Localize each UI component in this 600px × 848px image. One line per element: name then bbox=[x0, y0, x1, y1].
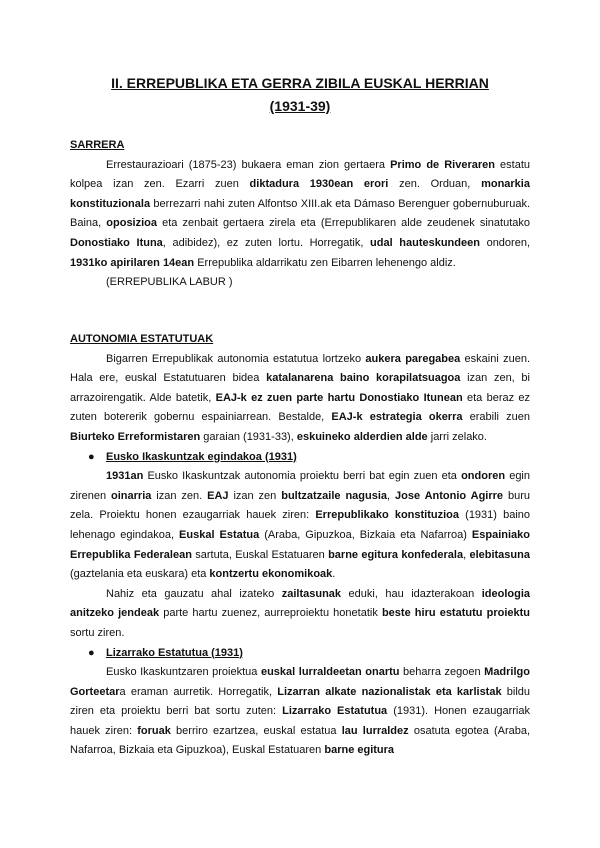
text-run: , bbox=[387, 489, 395, 502]
text-run: jarri zelako. bbox=[427, 430, 487, 443]
bold-run: Espainiako Errepublika Federalean bbox=[70, 528, 530, 561]
bold-run: EAJ-k estrategia okerra bbox=[331, 411, 463, 424]
text-run: Eusko Ikaskuntzaren proiektua bbox=[106, 666, 261, 679]
bold-run: Lizarran alkate nazionalistak eta karlistak bbox=[277, 685, 502, 698]
bold-run: bultzatzaile nagusia bbox=[281, 489, 388, 502]
bold-run: elebitasuna bbox=[469, 548, 530, 561]
bold-run: Primo de Riveraren bbox=[390, 158, 495, 171]
text-run: Eusko Ikaskuntzak autonomia proiektu berri bat egin zuen eta bbox=[143, 470, 462, 483]
text-run: izan zen bbox=[228, 489, 282, 502]
bold-run: ideologia anitzeko jendeak bbox=[70, 587, 531, 620]
bold-run: EAJ bbox=[207, 489, 229, 502]
section-heading-autonomia: AUTONOMIA ESTATUTUAK bbox=[70, 333, 214, 345]
bold-run: katalanarena baino korapilatsuagoa bbox=[266, 372, 461, 385]
text-run: (Araba, Gipuzkoa, Bizkaia eta Nafarroa) bbox=[259, 528, 472, 541]
bold-run: Euskal Estatua bbox=[179, 528, 260, 541]
text-run: , bbox=[463, 548, 470, 561]
bullet-heading: Eusko Ikaskuntzak egindakoa (1931) bbox=[106, 450, 297, 463]
bold-run: 1931an bbox=[106, 470, 144, 483]
text-run: erabili zuen bbox=[462, 411, 530, 424]
text-run: osatuta egotea (Araba, Nafarroa, Bizkaia eta Gipuzkoa), Euskal Estatuaren bbox=[70, 724, 531, 757]
text-run: izan zen. bbox=[151, 489, 208, 502]
text-run: eta zenbait gertaera zirela eta (Errepublikaren alde zeudenek sinatutako bbox=[157, 217, 530, 230]
text-run: estatu kolpea izan zen. Ezarri zuen bbox=[70, 158, 530, 191]
bold-run: aukera paregabea bbox=[365, 352, 461, 365]
text-run: zen. Orduan, bbox=[388, 178, 482, 191]
bullet-item-eusko-ikaskuntza bbox=[70, 448, 530, 468]
bold-run: Errepublikako konstituzioa bbox=[315, 509, 460, 522]
text-run: sartuta, Euskal Estatuaren bbox=[191, 548, 329, 561]
bold-run: barne egitura bbox=[324, 744, 395, 757]
text-run: eduki, hau idazterakoan bbox=[341, 587, 482, 600]
text-run: eta beraz ez zuten botererik gobernu espainiarrean. Bestalde, bbox=[70, 391, 531, 424]
text-run: (gaztelania eta euskara) eta bbox=[70, 568, 210, 581]
bold-run: monarkia konstituzionala bbox=[70, 178, 530, 210]
paragraph bbox=[70, 663, 530, 761]
text-run: Errestaurazioari (1875-23) bukaera eman zion gertaera bbox=[106, 158, 391, 171]
bold-run: foruak bbox=[137, 724, 171, 737]
text-run: a eraman aurretik. Horregatik, bbox=[119, 685, 278, 698]
bold-run: ondoren bbox=[461, 470, 506, 483]
text-run: (1931) baino lehenago egindakoa, bbox=[70, 509, 530, 541]
bold-run: Madrilgo Gorteetar bbox=[70, 666, 530, 698]
bold-run: euskal lurraldeetan onartu bbox=[260, 666, 400, 679]
bold-run: Donostiako Ituna bbox=[70, 236, 163, 249]
paragraph bbox=[70, 350, 530, 448]
text-run: Errepublika aldarrikatu zen Eibarren lehenengo aldiz. bbox=[194, 256, 456, 269]
text-run: parte hartu zuenez, aurreproiektu honetatik bbox=[159, 607, 382, 620]
text-run: sortu ziren. bbox=[70, 626, 125, 639]
bullet-dot: ● bbox=[88, 646, 95, 659]
text-run: berrezarri nahi zuten Alfontso XIII.ak eta Dámaso Berenguer gobernuburuak. Baina, bbox=[70, 197, 530, 230]
bold-run: kontzertu ekonomikoak bbox=[209, 568, 333, 581]
bullet-dot: ● bbox=[88, 450, 95, 463]
paragraph bbox=[70, 467, 530, 585]
text-run: garaian (1931-33), bbox=[200, 430, 297, 443]
bold-run: eskuineko alderdien alde bbox=[296, 430, 428, 443]
text-run: Nahiz eta gauzatu ahal izateko bbox=[106, 587, 282, 600]
bold-run: 1931ko apirilaren 14ean bbox=[70, 256, 195, 269]
text-run: eskaini zuen. Hala ere, euskal Estatutuaren bidea bbox=[70, 352, 531, 385]
paragraph bbox=[70, 156, 530, 274]
bold-run: diktadura 1930ean erori bbox=[249, 178, 389, 191]
text-run: , adibidez), ez zuten lortu. Horregatik, bbox=[162, 236, 371, 249]
text-run: buru zela. Proiektu honen ezaugarriak hauek ziren: bbox=[70, 489, 530, 522]
bold-run: udal hauteskundeen bbox=[370, 236, 480, 249]
text-run: Bigarren Errepublikak autonomia estatutua lortzeko bbox=[106, 352, 366, 365]
document-title-line2: (1931-39) bbox=[269, 98, 331, 114]
text-run: bildu ziren eta proiektu berri bat sortu zuten: bbox=[70, 685, 531, 718]
bold-run: zailtasunak bbox=[281, 587, 342, 600]
bullet-item-lizarrako-estatutua bbox=[70, 644, 530, 664]
text-run: izan zen, bi arrazoirengatik. Alde batetik, bbox=[70, 372, 530, 404]
bold-run: Jose Antonio Agirre bbox=[395, 489, 504, 502]
document-title-line1: II. ERREPUBLIKA ETA GERRA ZIBILA EUSKAL HERRIAN bbox=[111, 75, 489, 91]
bold-run: Biurteko Erreformistaren bbox=[70, 430, 201, 443]
note-line: (ERREPUBLIKA LABUR ) bbox=[106, 276, 233, 289]
section-autonomia bbox=[70, 330, 530, 761]
section-sarrera bbox=[70, 136, 530, 293]
text-run: (1931). Honen ezaugarriak hauek ziren: bbox=[70, 705, 530, 737]
bold-run: oposizioa bbox=[106, 217, 158, 230]
bullet-heading: Lizarrako Estatutua (1931) bbox=[106, 646, 243, 659]
text-run: egin zirenen bbox=[70, 470, 530, 502]
bold-run: EAJ-k ez zuen parte hartu Donostiako Itunean bbox=[215, 391, 463, 404]
text-run: ondoren, bbox=[479, 236, 530, 249]
text-run: . bbox=[332, 568, 336, 581]
bold-run: beste hiru estatutu proiektu bbox=[381, 607, 530, 620]
text-run: beharra zegoen bbox=[399, 666, 485, 679]
section-heading-sarrera: SARRERA bbox=[70, 139, 125, 151]
bold-run: barne egitura konfederala bbox=[328, 548, 464, 561]
paragraph bbox=[70, 585, 530, 644]
bold-run: Lizarrako Estatutua bbox=[282, 705, 388, 718]
bold-run: oinarria bbox=[111, 489, 152, 502]
bold-run: lau lurraldez bbox=[341, 724, 409, 737]
text-run: berriro ezartzea, euskal estatua bbox=[170, 724, 342, 737]
